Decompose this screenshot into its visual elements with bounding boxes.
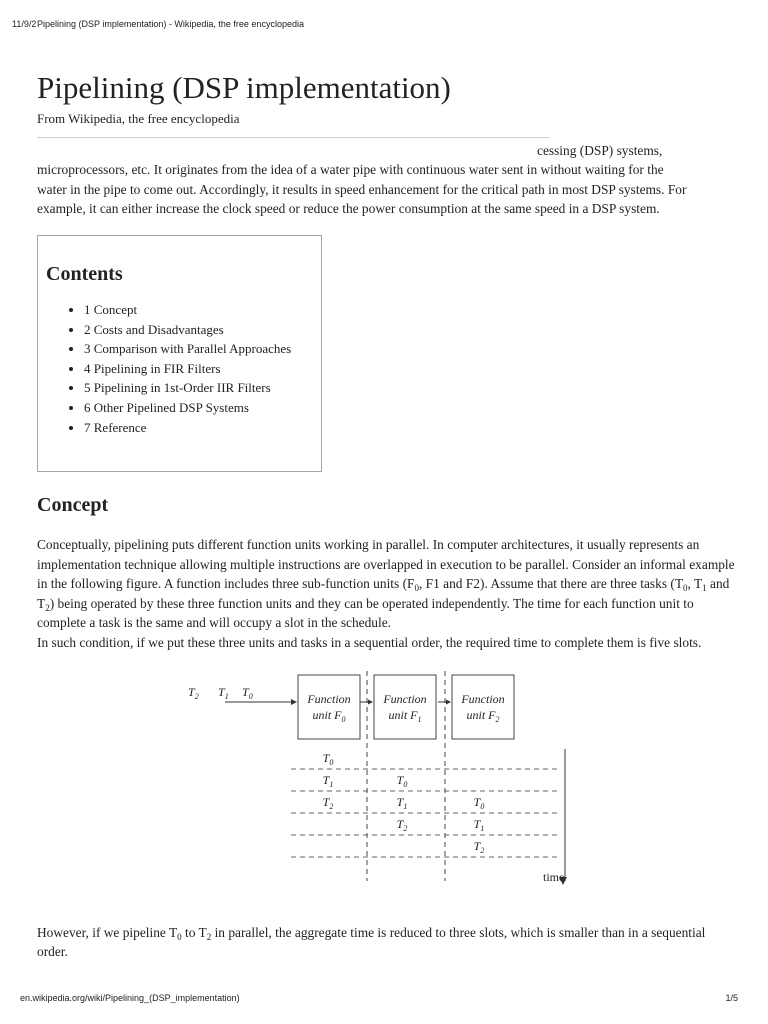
toc-item-concept[interactable]: • 1 Concept (84, 300, 321, 320)
tagline: From Wikipedia, the free encyclopedia (37, 111, 240, 126)
schedule-task-label: $T_0$ (322, 750, 334, 767)
concept-paragraph-3 (37, 923, 737, 962)
schedule-task-label: $T_2$ (473, 838, 485, 855)
print-title: Pipelining (DSP implementation) - Wikipedia, the free encyclopedia (37, 19, 304, 29)
schedule-task-label: $T_1$ (473, 816, 485, 833)
schedule-task-label: $T_2$ (322, 794, 334, 811)
toc-item-comparison[interactable]: • 3 Comparison with Parallel Approaches (84, 339, 321, 359)
text-run: and T (37, 576, 730, 611)
unit-arrow-head (368, 699, 373, 704)
function-unit-label: unit $F_0$ (312, 707, 346, 724)
text-run: , T (687, 576, 703, 592)
function-unit-label: Function (307, 691, 351, 706)
unit-arrow-head (446, 699, 451, 704)
subscript: 2 (45, 602, 50, 613)
article (37, 68, 737, 962)
intro-line: cessing (DSP) systems, (537, 143, 663, 158)
text-run: in parallel, the aggregate time is reduced to three slots, which is smaller than in a sequential order. (37, 924, 706, 960)
function-unit-box (374, 675, 436, 739)
intro-line: microprocessors, etc. It originates from the idea of a water pipe with continuous water sent in without waiting for the (37, 162, 664, 178)
page-number: 1/5 (725, 993, 738, 1003)
print-date: 11/9/2 (12, 19, 37, 29)
table-of-contents (37, 235, 322, 472)
toc-item-reference[interactable]: • 7 Reference (84, 418, 321, 438)
page-title: Pipelining (DSP implementation) (37, 70, 451, 105)
schedule-task-label: $T_0$ (396, 772, 408, 789)
text-run: ) being operated by these three function units and they can be operated independently. The time for each function unit to complete a task is the same and will occupy a slot in the schedule. (37, 595, 694, 631)
intro-line: water in the pipe to come out. Accordingly, it results in speed enhancement for the critical path in most DSP systems. For (37, 181, 687, 197)
intro-line: example, it can either increase the clock speed or reduce the power consumption at the same speed in a DSP system. (37, 200, 660, 216)
function-unit-box (452, 675, 514, 739)
text-run: Conceptually, pipelining puts different function units working in parallel. In computer architectures, it usually represents an implementation technique allowing multiple instructions are overlapped in execution to be parallel. Consider an informal example in the following figure. A function includes three sub-function units (F (37, 537, 735, 592)
function-unit-label: unit $F_2$ (466, 707, 500, 724)
input-task-label: $T_2$ (188, 684, 199, 701)
schedule-task-label: $T_2$ (396, 816, 408, 833)
function-unit-box (298, 675, 360, 739)
text-run: to T (181, 924, 207, 940)
toc-item-costs[interactable]: • 2 Costs and Disadvantages (84, 320, 321, 340)
input-task-label: $T_1$ (218, 684, 229, 701)
toc-item-other[interactable]: • 6 Other Pipelined DSP Systems (84, 398, 321, 418)
section-heading-concept: Concept (37, 494, 109, 516)
input-arrow-head (291, 699, 297, 705)
time-label: time (543, 869, 565, 884)
subscript: 0 (177, 931, 182, 942)
toc-item-iir[interactable]: • 5 Pipelining in 1st-Order IIR Filters (84, 378, 321, 398)
toc-list (46, 300, 321, 437)
schedule-task-label: $T_0$ (473, 794, 485, 811)
schedule-task-label: $T_1$ (322, 772, 334, 789)
subscript: 2 (206, 931, 212, 942)
toc-item-fir[interactable]: • 4 Pipelining in FIR Filters (84, 359, 321, 379)
sequential-schedule-diagram (187, 671, 567, 901)
print-url: en.wikipedia.org/wiki/Pipelining_(DSP_implementation) (20, 993, 240, 1003)
function-unit-label: Function (383, 691, 427, 706)
title-divider (37, 137, 550, 138)
subscript: 0 (414, 583, 419, 594)
toc-heading: Contents (46, 263, 123, 285)
concept-paragraph-2: In such condition, if we put these three units and tasks in a sequential order, the required time to complete them is five slots. (37, 634, 702, 650)
pipeline-figure (37, 653, 737, 919)
subscript: 1 (702, 583, 707, 594)
input-task-label: $T_0$ (242, 684, 253, 701)
intro-paragraph (37, 141, 737, 219)
text-run: , F1 and F2). Assume that there are three tasks (T (418, 576, 684, 592)
function-unit-label: unit $F_1$ (388, 707, 422, 724)
function-unit-label: Function (461, 691, 505, 706)
concept-paragraph (37, 535, 737, 633)
text-run: However, if we pipeline T (37, 924, 178, 940)
schedule-task-label: $T_1$ (396, 794, 408, 811)
subscript: 0 (683, 583, 688, 594)
